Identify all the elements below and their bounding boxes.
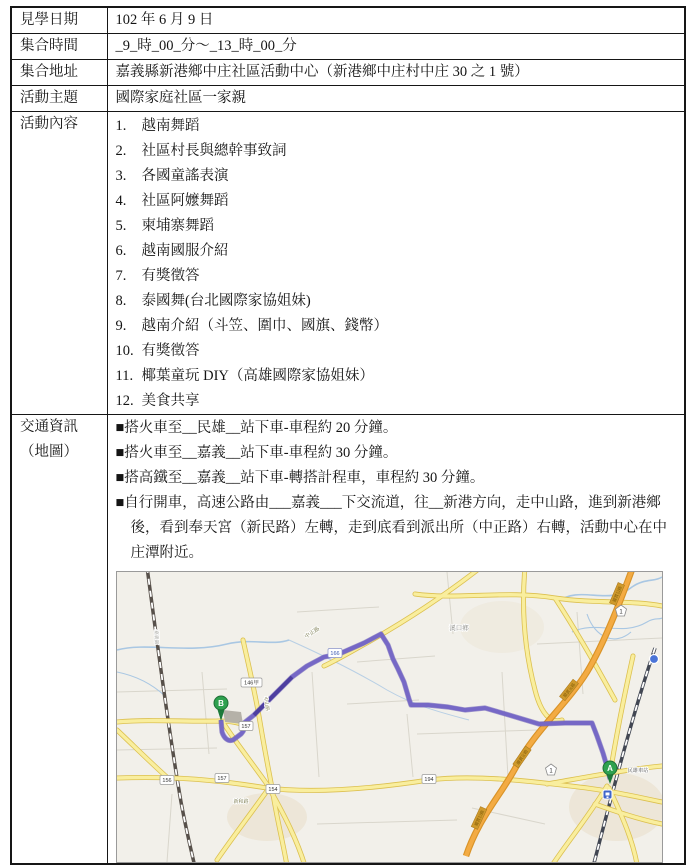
row-label-transport: 交通資訊 （地圖） <box>11 415 107 865</box>
town-label: 溪口鄉 <box>448 625 469 632</box>
row-value-time: _9_時_00_分～_13_時_00_分 <box>107 34 685 60</box>
transport-directions <box>116 416 681 566</box>
activity-item: 11. 椰葉童玩 DIY（高雄國際家協姐妹） <box>115 368 374 384</box>
activity-item: 1. 越南舞蹈 <box>115 118 200 134</box>
road-label-xinhe: 新和路 <box>232 799 249 805</box>
transport-bullet: ■搭火車至__嘉義__站下車-車程約 30 分鐘。 <box>115 445 398 461</box>
badge-157 <box>215 774 229 783</box>
table-row <box>11 34 685 60</box>
svg-text:1: 1 <box>618 609 623 616</box>
svg-text:縱貫公路: 縱貫公路 <box>472 809 485 827</box>
svg-text:154: 154 <box>267 787 278 793</box>
row-value-activity <box>107 112 685 415</box>
svg-text:156: 156 <box>161 778 172 784</box>
svg-text:194: 194 <box>423 777 434 783</box>
badge-166 <box>328 649 342 658</box>
svg-text:B: B <box>217 699 224 708</box>
road-label-zhongshan: 中山路 <box>261 696 269 712</box>
row-label-time: 集合時間 <box>11 34 107 60</box>
activity-item: 10. 有獎徵答 <box>115 343 200 359</box>
row-label-theme: 活動主題 <box>11 86 107 112</box>
svg-text:A: A <box>606 764 613 773</box>
route-map-svg <box>117 572 662 862</box>
row-label-activity: 活動內容 <box>11 112 107 415</box>
county-label: 嘉義縣 <box>152 630 158 645</box>
badge-157-route <box>239 722 253 731</box>
activity-item: 12. 美食共享 <box>115 393 200 409</box>
svg-text:1: 1 <box>548 768 553 775</box>
station-label: 民雄車站 <box>627 768 648 774</box>
badge-194 <box>422 775 436 784</box>
activity-item: 9. 越南介紹（斗笠、圍巾、國旗、錢幣） <box>115 318 388 334</box>
row-label-address: 集合地址 <box>11 60 107 86</box>
road-label-zhongzheng: 中正路 <box>303 626 321 641</box>
table-row <box>11 7 685 34</box>
svg-text:166: 166 <box>329 651 340 657</box>
activity-item: 4. 社區阿嬤舞蹈 <box>115 193 229 209</box>
activity-item: 7. 有獎徵答 <box>115 268 200 284</box>
row-label-date: 見學日期 <box>11 7 107 34</box>
route-map <box>116 571 663 863</box>
row-value-address: 嘉義縣新港鄉中庄社區活動中心（新港鄉中庄村中庄 30 之 1 號） <box>107 60 685 86</box>
activity-item: 5. 柬埔寨舞蹈 <box>115 218 214 234</box>
svg-text:146甲: 146甲 <box>243 680 259 687</box>
svg-text:縱貫公路: 縱貫公路 <box>514 748 529 766</box>
train-station-icon <box>603 790 612 799</box>
activity-item: 6. 越南國服介紹 <box>115 243 229 259</box>
transport-bullet: ■自行開車，高速公路由___嘉義___下交流道，往__新港方向，走中山路，進到新港鄉後，看到奉天宮（新民路）左轉，走到底看到派出所（中正路）右轉，活動中心在中庄潭附近。 <box>115 495 667 561</box>
svg-text:157: 157 <box>240 724 251 730</box>
table-row <box>11 112 685 415</box>
activity-item: 8. 泰國舞(台北國際家協姐妹) <box>115 293 311 309</box>
svg-text:縱貫公路: 縱貫公路 <box>611 585 623 603</box>
activity-item: 3. 各國童謠表演 <box>115 168 229 184</box>
poi-dot-icon <box>649 655 658 664</box>
activity-info-table <box>10 6 686 865</box>
svg-text:157: 157 <box>216 776 227 782</box>
transport-bullet: ■搭火車至__民雄__站下車-車程約 20 分鐘。 <box>115 420 398 436</box>
activity-list <box>116 114 681 414</box>
svg-text:縱貫公路: 縱貫公路 <box>561 681 576 699</box>
row-value-theme: 國際家庭社區一家親 <box>107 86 685 112</box>
badge-156 <box>160 776 174 785</box>
table-row <box>11 60 685 86</box>
activity-item: 2. 社區村長與總幹事致詞 <box>115 143 287 159</box>
row-value-date: 102 年 6 月 9 日 <box>107 7 685 34</box>
badge-146a <box>241 678 262 687</box>
table-row <box>11 415 685 865</box>
row-value-transport <box>107 415 685 865</box>
table-row <box>11 86 685 112</box>
badge-154 <box>266 785 280 794</box>
transport-bullet: ■搭高鐵至__嘉義__站下車-轉搭計程車，車程約 30 分鐘。 <box>115 470 485 486</box>
